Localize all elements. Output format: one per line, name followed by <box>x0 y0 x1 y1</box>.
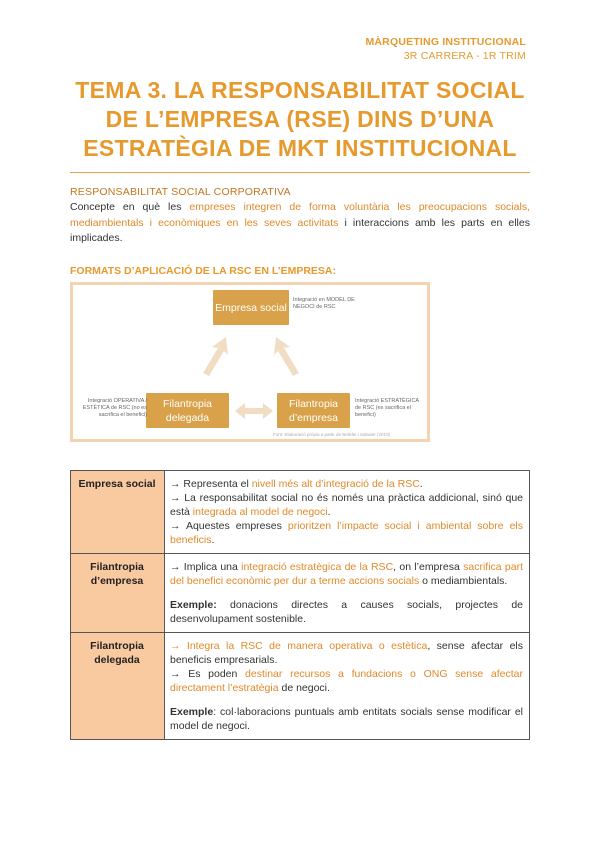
intro-text-1: Concepte en què les <box>70 201 190 213</box>
note-estrategica: Integració ESTRATÈGICA de RSC (es sacrifica el benefici) <box>355 398 419 418</box>
table-row <box>71 554 530 633</box>
table-row <box>71 471 530 554</box>
arrow-top-left <box>203 337 228 376</box>
arrow-bottom <box>235 403 273 419</box>
box-filantropia-delegada: Filantropia delegada <box>146 393 229 428</box>
row-content-filantropia-empresa: → Implica una integració estratègica de la RSC, on l’empresa sacrifica part del benefici econòmic per dur a terme accions socials o mediambientals. Exemple: donacions directes a causes socials, projectes de desenvolupament sostenible. <box>165 554 530 633</box>
note-model-negoci: Integració en MODEL DE NEGOCI de RSC <box>293 297 355 310</box>
section-heading: RESPONSABILITAT SOCIAL CORPORATIVA <box>70 186 291 198</box>
title-line-1: TEMA 3. LA RESPONSABILITAT SOCIAL <box>75 77 525 103</box>
box-empresa-social: Empresa social <box>213 290 289 325</box>
row-label-filantropia-empresa: Filantropia d’empresa <box>71 554 165 633</box>
row-content-empresa-social: → Representa el nivell més alt d’integració de la RSC. → La responsabilitat social no és només una pràctica addicional, sinó que està integrada al model de negoci. → Aquestes empreses prioritzen l’impacte social i ambiental sobre els beneficis. <box>165 471 530 554</box>
diagram-source: Font: Elaboració pròpia a partir de Beltrán i Sabater (2019) <box>273 432 391 437</box>
intro-highlight: empreses integren de forma voluntària les preocupacions socials, mediambientals i econòmiques en les seves activitats <box>70 201 530 229</box>
title-line-3: ESTRATÈGIA DE MKT INSTITUCIONAL <box>83 135 517 161</box>
row-label-empresa-social: Empresa social <box>71 471 165 554</box>
formats-heading: FORMATS D’APLICACIÓ DE LA RSC EN L’EMPRESA: <box>70 265 337 277</box>
row-label-filantropia-delegada: Filantropia delegada <box>71 633 165 740</box>
rsc-diagram <box>70 282 430 442</box>
intro-paragraph <box>70 200 530 247</box>
course-term: 3R CARRERA - 1R TRIM <box>403 50 526 62</box>
title-line-2: DE L’EMPRESA (RSE) DINS D’UNA <box>105 106 495 132</box>
table-row <box>71 633 530 740</box>
note-operativa: Integració OPERATIVA / ESTÈTICA de RSC (no es sacrifica el benefici) <box>82 398 147 418</box>
arrow-top-right <box>274 337 299 376</box>
box-filantropia-empresa: Filantropia d’empresa <box>277 393 350 428</box>
page-title <box>60 76 540 163</box>
intro-text-2: i interaccions amb les parts en elles implicades. <box>70 216 530 244</box>
course-title: MÀRQUETING INSTITUCIONAL <box>365 36 526 48</box>
rsc-formats-table <box>70 470 530 740</box>
row-content-filantropia-delegada: → Integra la RSC de manera operativa o estètica, sense afectar els beneficis empresarials. → Es poden destinar recursos a fundacions o ONG sense afectar directament l’estratègia de negoci. Exemple: col·laboracions puntuals amb entitats socials sense modificar el model de negoci. <box>165 633 530 740</box>
title-divider <box>70 172 530 173</box>
